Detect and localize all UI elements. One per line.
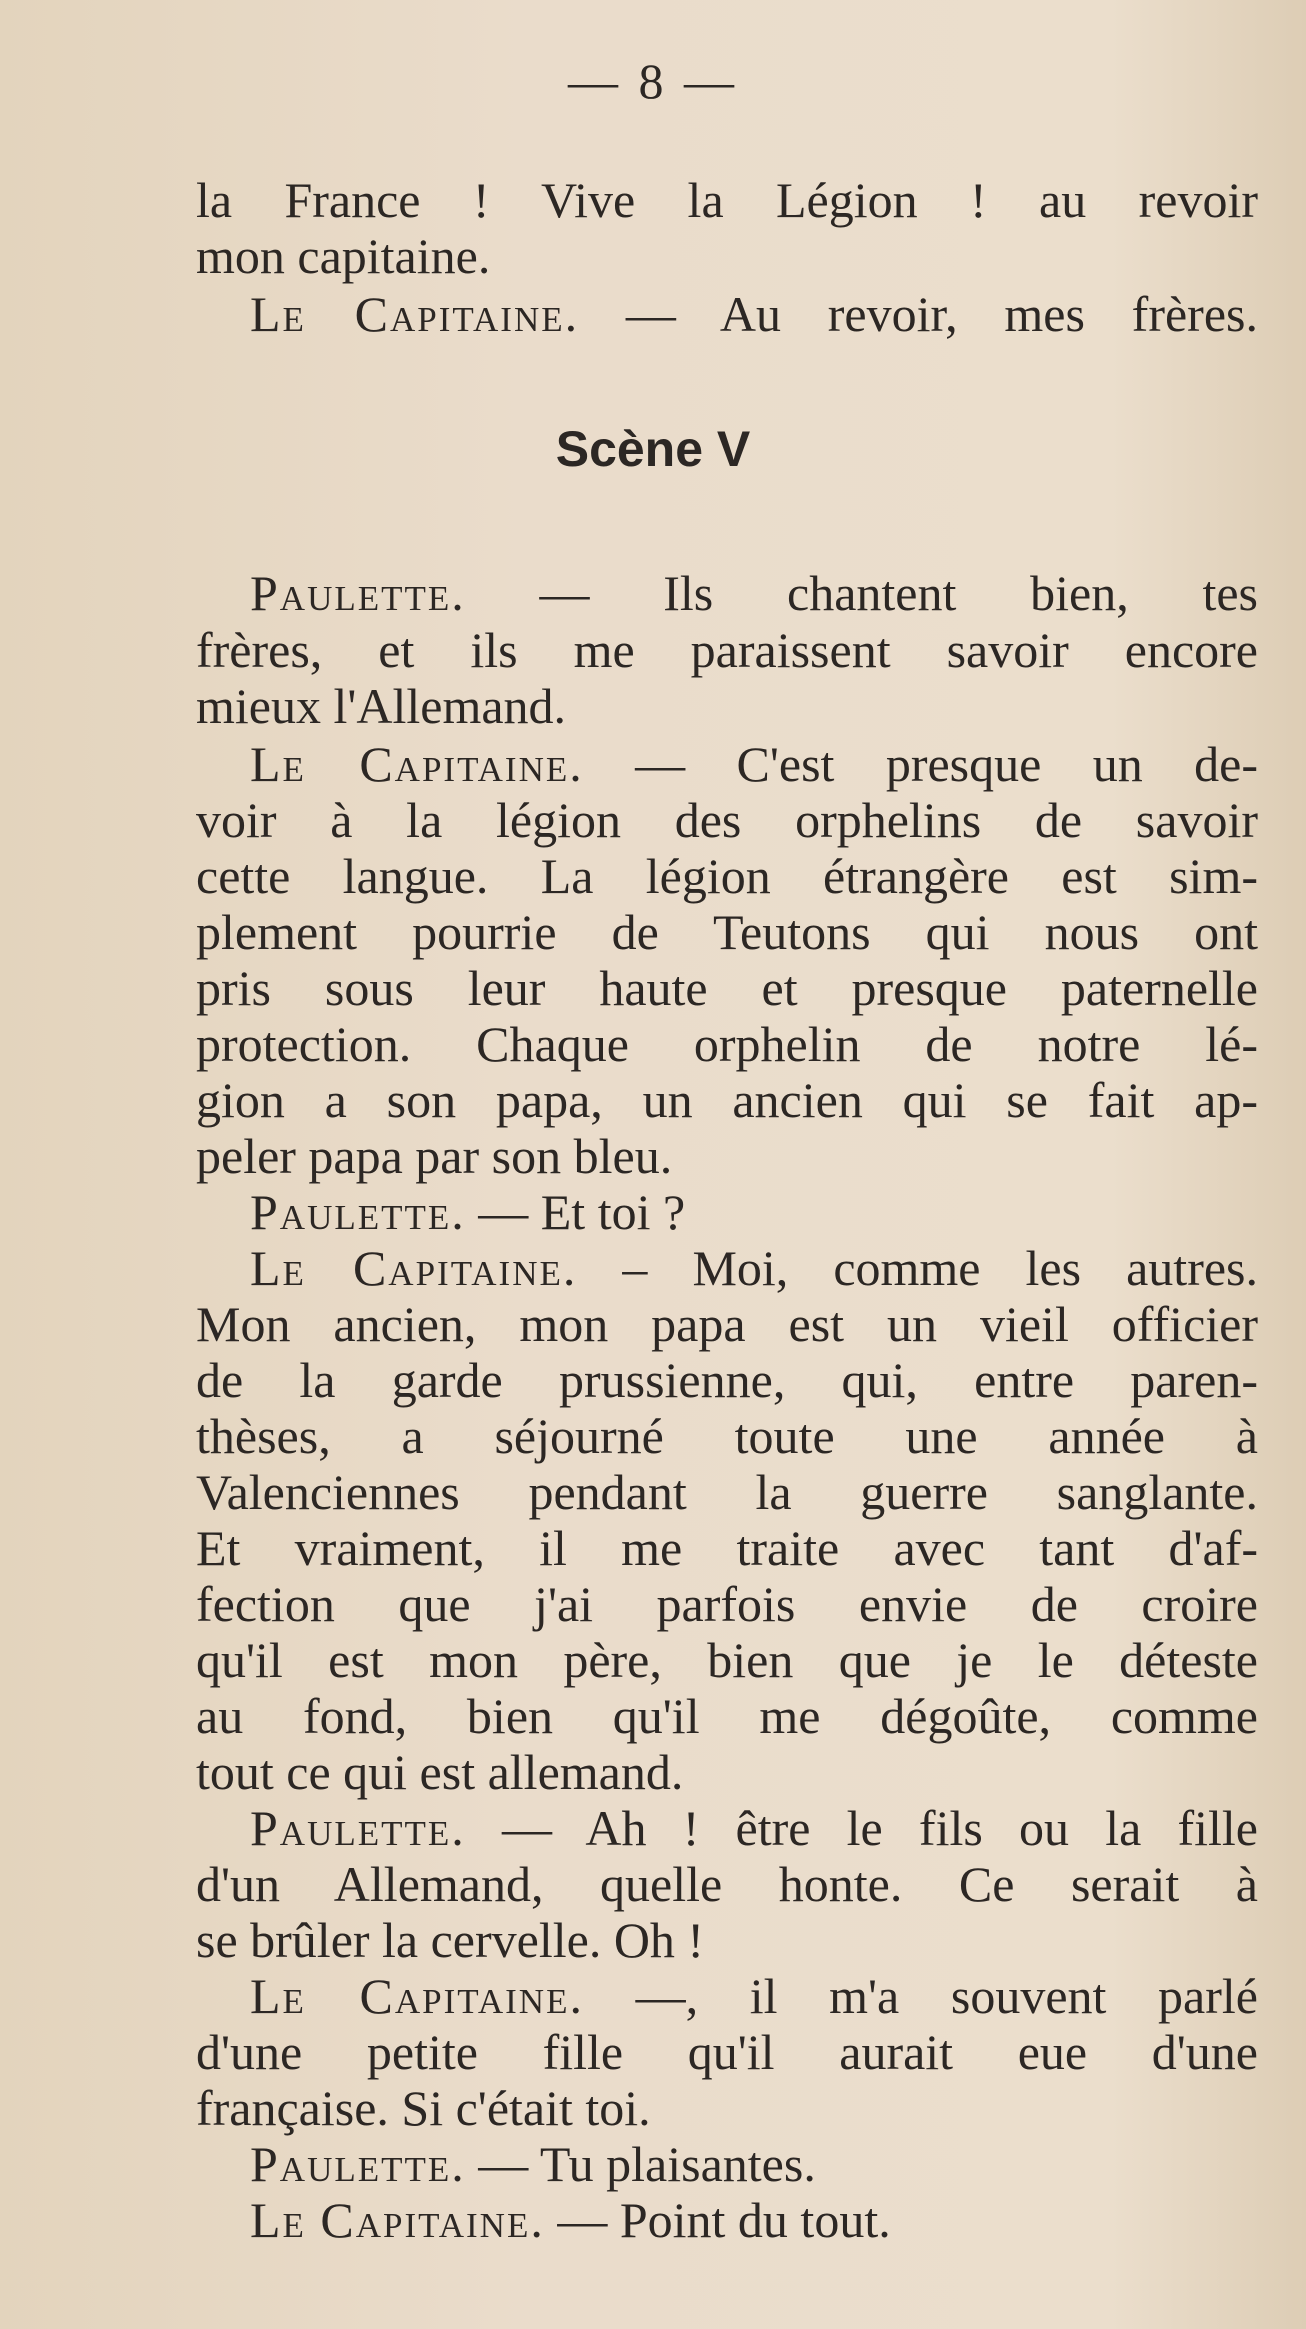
text-line: Paulette. — Tu plaisantes. [250,2136,816,2192]
text-line: Paulette. — Ah ! être le fils ou la fille [250,1800,1258,1856]
text-line: thèses, a séjourné toute une année à [196,1408,1258,1464]
text-line: Le Capitaine. — C'est presque un de- [250,736,1258,792]
speaker-name: Paulette. [250,1800,466,1856]
text-line: se brûler la cervelle. Oh ! [196,1912,705,1968]
scene-heading: Scène V [555,421,751,477]
text-line: mon capitaine. [196,228,491,284]
text-line: Paulette. — Ils chantent bien, tes [250,565,1258,621]
text-line: au fond, bien qu'il me dégoûte, comme [196,1688,1258,1744]
text-line: mieux l'Allemand. [196,678,567,734]
text-line: Le Capitaine. — Point du tout. [250,2192,891,2248]
text-line: Le Capitaine. — Au revoir, mes frères. [250,286,1258,342]
text-line: cette langue. La légion étrangère est sim- [196,848,1258,904]
text-line: Mon ancien, mon papa est un vieil officier [196,1296,1258,1352]
text-line: gion a son papa, un ancien qui se fait ap- [196,1072,1258,1128]
text-line: la France ! Vive la Légion ! au revoir [196,172,1258,228]
text-line: pris sous leur haute et presque paternelle [196,960,1258,1016]
text-line: d'un Allemand, quelle honte. Ce serait à [196,1856,1258,1912]
text-line: peler papa par son bleu. [196,1128,673,1184]
speaker-name: Le Capitaine. [250,736,584,792]
text-line: plement pourrie de Teutons qui nous ont [196,904,1258,960]
speaker-name: Paulette. [250,2136,466,2192]
text-line: Le Capitaine. —, il m'a souvent parlé [250,1968,1258,2024]
text-line: Et vraiment, il me traite avec tant d'af- [196,1520,1258,1576]
speaker-name: Le Capitaine. [250,286,580,342]
speaker-name: Paulette. [250,565,466,621]
text-line: française. Si c'était toi. [196,2080,651,2136]
speaker-name: Le Capitaine. [250,1968,584,2024]
text-line: Le Capitaine. – Moi, comme les autres. [250,1240,1258,1296]
speaker-name: Paulette. [250,1184,466,1240]
text-line: tout ce qui est allemand. [196,1744,684,1800]
text-line: Paulette. — Et toi ? [250,1184,686,1240]
text-line: protection. Chaque orphelin de notre lé- [196,1016,1258,1072]
text-line: frères, et ils me paraissent savoir encore [196,622,1258,678]
text-line: fection que j'ai parfois envie de croire [196,1576,1258,1632]
page-number: — 8 — [568,53,738,109]
text-line: Valenciennes pendant la guerre sanglante. [196,1464,1258,1520]
text-line: qu'il est mon père, bien que je le déteste [196,1632,1258,1688]
speaker-name: Le Capitaine. [250,2192,545,2248]
speaker-name: Le Capitaine. [250,1240,578,1296]
text-line: d'une petite fille qu'il aurait eue d'une [196,2024,1258,2080]
text-line: voir à la légion des orphelins de savoir [196,792,1258,848]
text-line: de la garde prussienne, qui, entre paren- [196,1352,1258,1408]
